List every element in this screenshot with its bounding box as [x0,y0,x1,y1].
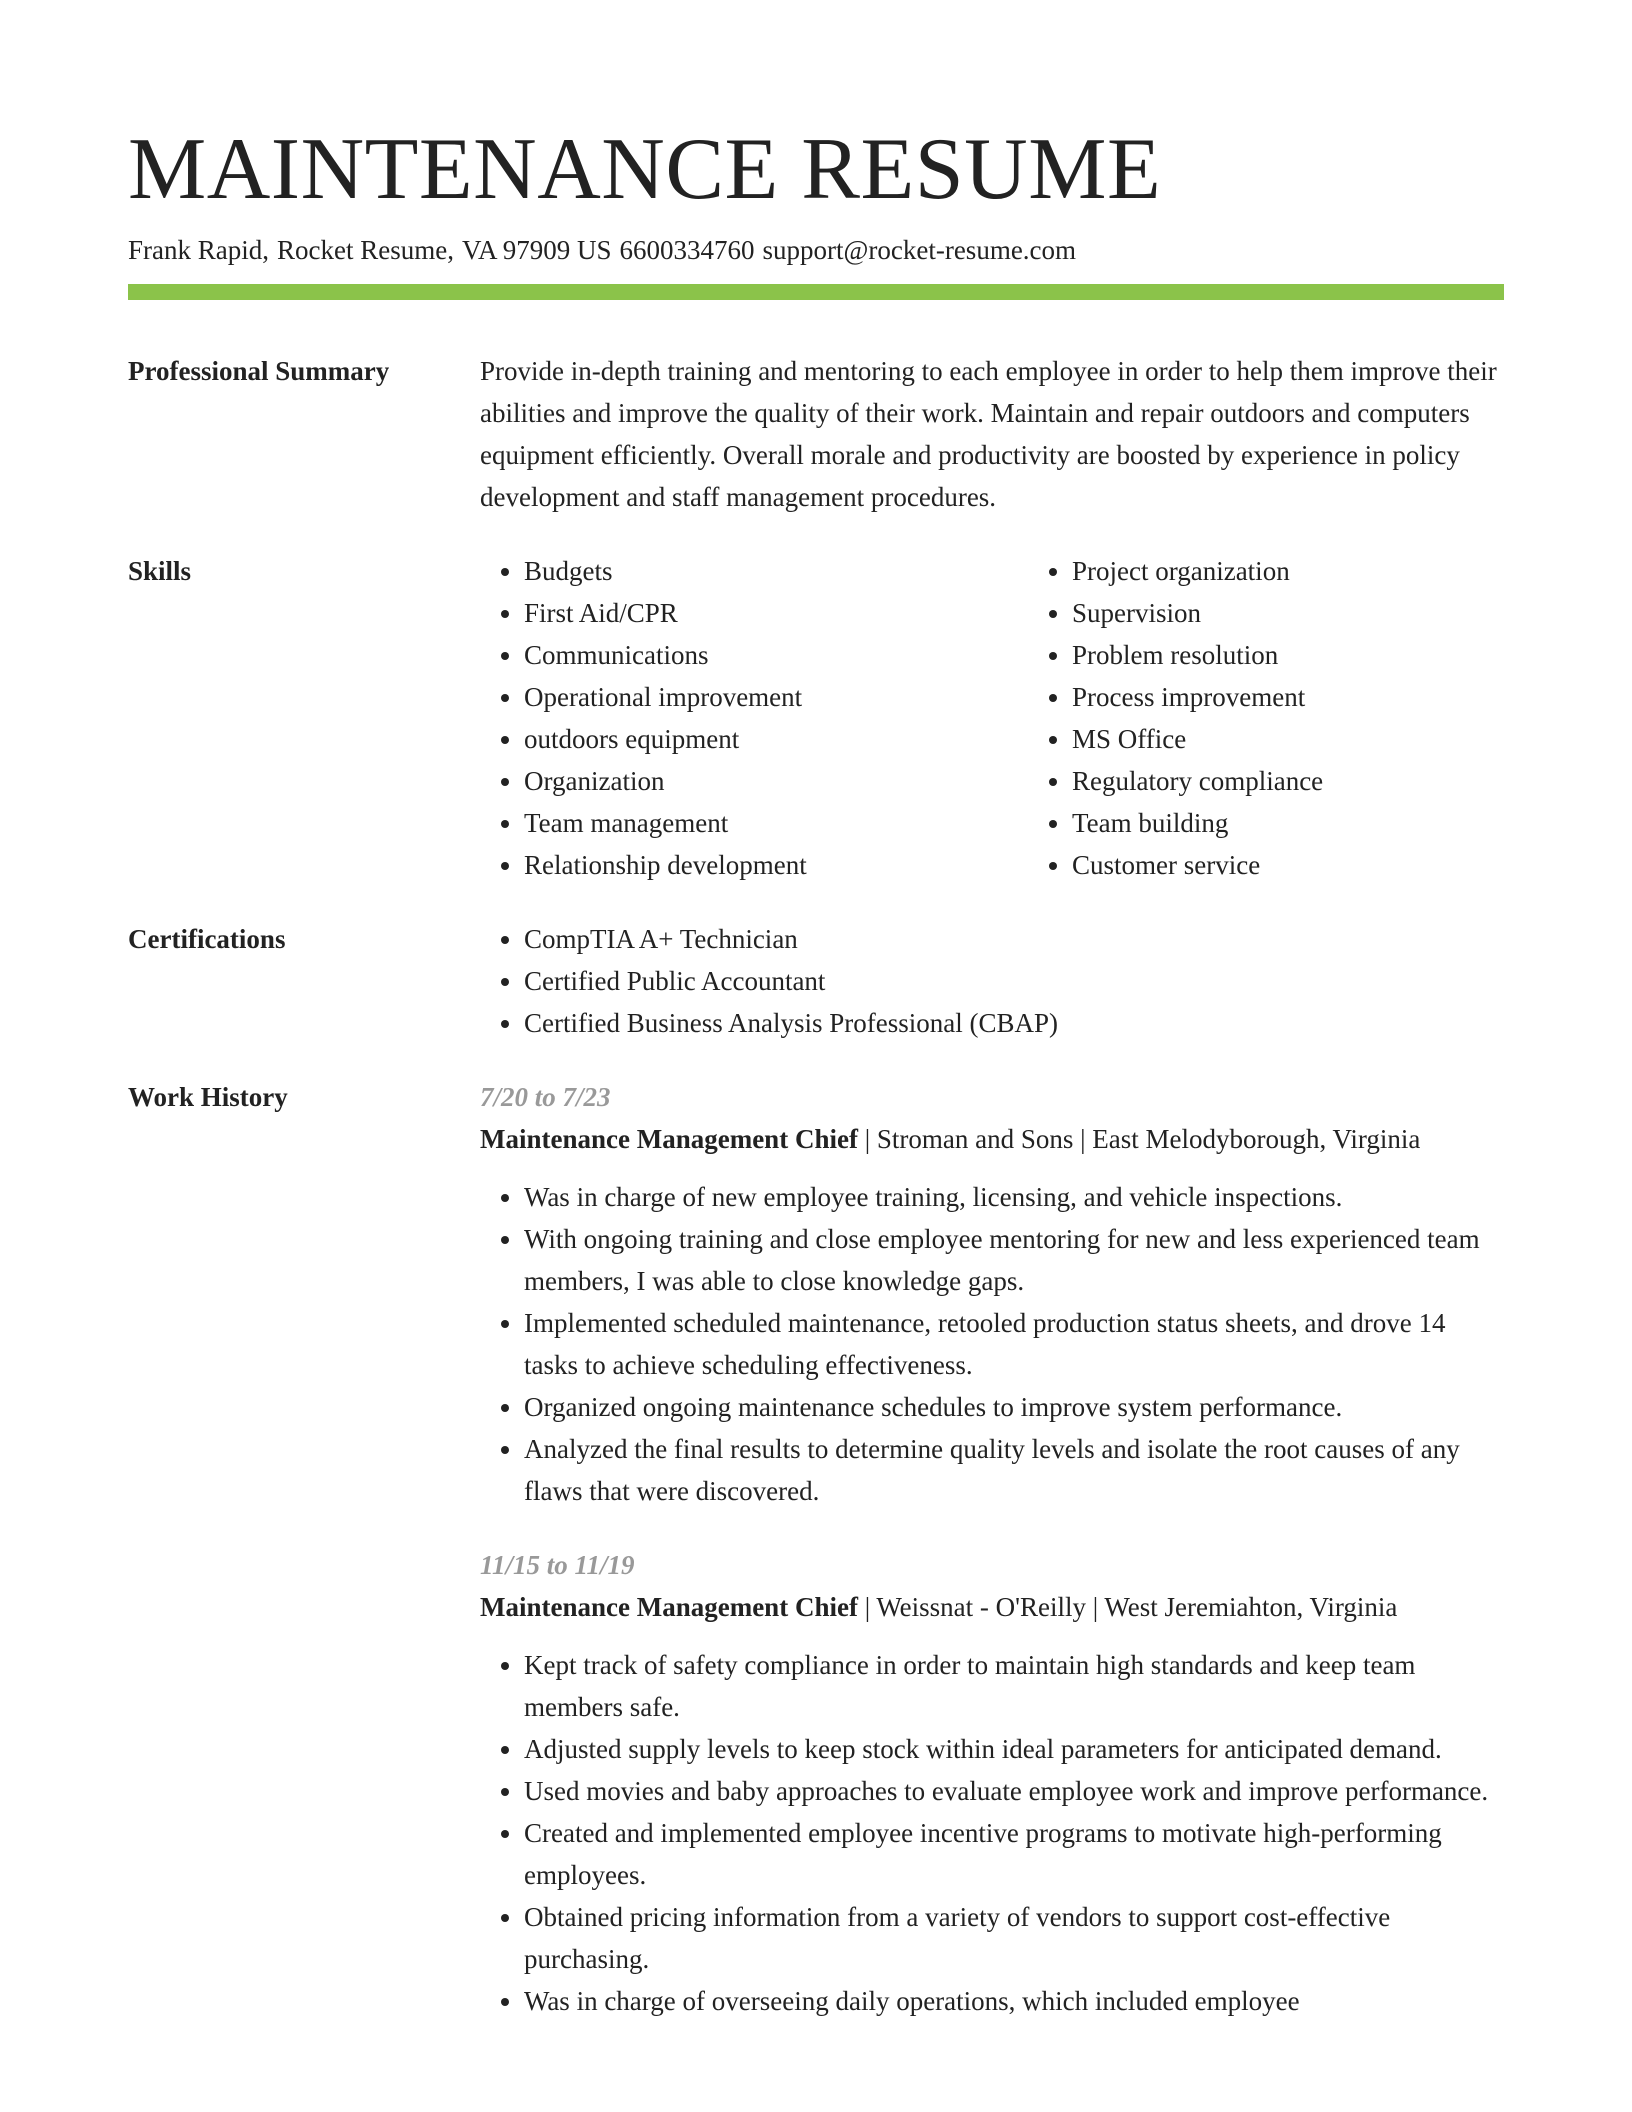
section-label-work-history: Work History [128,1082,288,1112]
contact-name: Frank Rapid, [128,235,269,265]
skill-item: • Organization [524,760,1028,802]
job-bullet: • Adjusted supply levels to keep stock within ideal parameters for anticipated demand. [524,1728,1504,1770]
skill-item: • Team management [524,802,1028,844]
skill-item: • Supervision [1072,592,1576,634]
job-bullet: • Implemented scheduled maintenance, retooled production status sheets, and drove 14 tasks to achieve scheduling effectiveness. [524,1302,1504,1386]
job-heading [480,1586,1504,1628]
job-bullet: • Organized ongoing maintenance schedules to improve system performance. [524,1386,1504,1428]
job-heading [480,1118,1504,1160]
certification-item: • CompTIA A+ Technician [524,918,1504,960]
work-history-section [128,1076,1504,2022]
job-bullet: • Was in charge of new employee training, licensing, and vehicle inspections. [524,1176,1504,1218]
job-employer-location: | Weissnat - O'Reilly | West Jeremiahton, Virginia [857,1592,1398,1622]
skill-item: • Team building [1072,802,1576,844]
job-entry [480,1076,1504,1512]
section-label-professional-summary: Professional Summary [128,356,390,386]
resume-page [128,120,1504,2022]
certifications-list [480,918,1504,1044]
job-title: Maintenance Management Chief [480,1592,858,1622]
summary-text: Provide in-depth training and mentoring to each employee in order to help them improve their abilities and improve the quality of their work. Maintain and repair outdoors and computers equipment efficiently. Overall morale and productivity are boosted by experience in policy development and staff management procedures. [480,356,1497,512]
job-dates: 7/20 to 7/23 [480,1082,611,1112]
job-bullet: • Was in charge of overseeing daily operations, which included employee [524,1980,1504,2022]
skills-list-right [1028,550,1576,886]
job-bullet: • Created and implemented employee incentive programs to motivate high-performing employees. [524,1812,1504,1896]
job-bullet: • Obtained pricing information from a variety of vendors to support cost-effective purchasing. [524,1896,1504,1980]
contact-line [128,232,1504,268]
contact-city: Rocket Resume, [277,235,454,265]
header-divider [128,284,1504,300]
job-bullet: • With ongoing training and close employee mentoring for new and less experienced team members, I was able to close knowledge gaps. [524,1218,1504,1302]
work-history-body [480,1076,1504,2022]
skills-section [128,550,1504,886]
job-title: Maintenance Management Chief [480,1124,858,1154]
skill-item: • Project organization [1072,550,1576,592]
skills-columns [480,550,1576,886]
job-dates: 11/15 to 11/19 [480,1550,635,1580]
skill-item: • Budgets [524,550,1028,592]
summary-body [480,350,1504,518]
job-bullet: • Kept track of safety compliance in order to maintain high standards and keep team members safe. [524,1644,1504,1728]
contact-phone: 6600334760 [619,235,755,265]
professional-summary-section [128,350,1504,518]
skill-item: • Process improvement [1072,676,1576,718]
certifications-section [128,918,1504,1044]
job-bullet: • Used movies and baby approaches to evaluate employee work and improve performance. [524,1770,1504,1812]
job-bullets [480,1176,1504,1512]
contact-region: VA 97909 US [461,235,612,265]
skill-item: • Communications [524,634,1028,676]
skill-item: • outdoors equipment [524,718,1028,760]
certification-item: • Certified Public Accountant [524,960,1504,1002]
skill-item: • MS Office [1072,718,1576,760]
skill-item: • Problem resolution [1072,634,1576,676]
job-entry [480,1544,1504,2022]
job-employer-location: | Stroman and Sons | East Melodyborough, Virginia [857,1124,1421,1154]
certification-item: • Certified Business Analysis Professional (CBAP) [524,1002,1504,1044]
resume-title: MAINTENANCE RESUME [128,121,1162,218]
section-label-skills: Skills [128,556,192,586]
skill-item: • Operational improvement [524,676,1028,718]
skill-item: • First Aid/CPR [524,592,1028,634]
section-label-certifications: Certifications [128,924,286,954]
skill-item: • Customer service [1072,844,1576,886]
certifications-body [480,918,1504,1044]
skill-item: • Regulatory compliance [1072,760,1576,802]
contact-email: support@rocket-resume.com [762,235,1077,265]
skill-item: • Relationship development [524,844,1028,886]
job-bullet: • Analyzed the final results to determine quality levels and isolate the root causes of any flaws that were discovered. [524,1428,1504,1512]
skills-list-left [480,550,1028,886]
job-bullets [480,1644,1504,2022]
